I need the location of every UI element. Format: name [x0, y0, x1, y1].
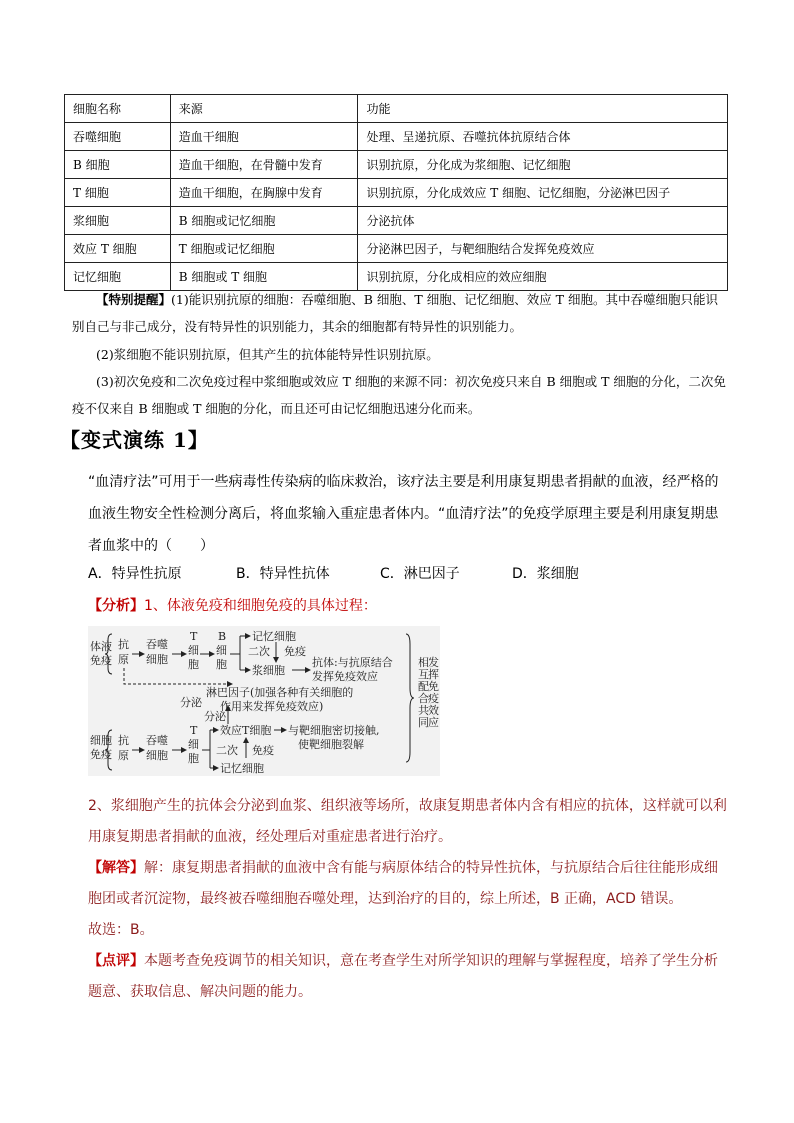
cooperate-char: 挥: [428, 668, 439, 681]
cooperate-char: 配: [418, 680, 429, 693]
b-cell-label-c: 胞: [216, 658, 227, 671]
memory-cell-top: 记忆细胞: [252, 630, 296, 643]
table-cell: 效应 T 细胞: [65, 235, 171, 263]
tip-label: 【特别提醒】: [96, 292, 172, 307]
secrete-label-2: 分泌: [204, 710, 226, 723]
table-row: [65, 151, 728, 179]
antigen-label-2b: 原: [118, 749, 129, 762]
table-cell: 造血干细胞，在胸腺中发育: [170, 179, 358, 207]
t-cell-label-2a: T: [190, 724, 198, 737]
table-cell: 记忆细胞: [65, 263, 171, 291]
table-header-row: [65, 95, 728, 123]
cooperate-char: 应: [428, 716, 439, 729]
table-cell: 分泌淋巴因子，与靶细胞结合发挥免疫效应: [358, 235, 728, 263]
option-b: B．特异性抗体: [236, 566, 330, 582]
table-row: [65, 235, 728, 263]
second-label-1: 二次: [248, 645, 270, 658]
secrete-label-1: 分泌: [180, 696, 202, 709]
antigen-label-2a: 抗: [118, 734, 129, 747]
cooperate-char: 互: [418, 668, 429, 681]
t-cell-label-1b: 细: [188, 644, 199, 657]
tip-paragraph-3: (3)初次免疫和二次免疫过程中浆细胞或效应 T 细胞的来源不同：初次免疫只来自 B 细胞或 T 细胞的分化，二次免疫不仅来自 B 细胞或 T 细胞的分化，而且还可由记忆细胞迅速分化而来。: [72, 374, 726, 416]
analysis-label: 【分析】: [88, 598, 144, 614]
lymphokine-line-1: 淋巴因子(加强各种有关细胞的: [206, 686, 354, 699]
effector-t-label: 效应T细胞: [220, 724, 272, 737]
tip-paragraph-1: [72, 286, 728, 340]
table-cell: B 细胞或 T 细胞: [170, 263, 358, 291]
second-label-2: 二次: [216, 744, 238, 757]
option-d: D．浆细胞: [512, 566, 579, 582]
table-cell: 吞噬细胞: [65, 123, 171, 151]
t-cell-label-1a: T: [190, 630, 198, 643]
cooperate-char: 疫: [428, 692, 439, 705]
table-cell: T 细胞或记忆细胞: [170, 235, 358, 263]
analysis-heading: [88, 591, 728, 622]
table-row: [65, 123, 728, 151]
cellular-label-2: 免疫: [90, 748, 112, 761]
table-cell: 分泌抗体: [358, 207, 728, 235]
immune-label-1: 免疫: [284, 645, 306, 658]
analysis-paragraph-2: 2、浆细胞产生的抗体会分泌到血浆、组织液等场所，故康复期患者体内含有相应的抗体，这样就可以利用康复期患者捐献的血液，经处理后对重症患者进行治疗。: [88, 798, 727, 845]
table-row: [65, 179, 728, 207]
diagram-svg: [88, 626, 440, 776]
t-cell-label-2b: 细: [188, 738, 199, 751]
b-cell-label-a: B: [218, 630, 227, 643]
cooperate-char: 合: [418, 692, 429, 705]
t-cell-label-2c: 胞: [188, 752, 199, 765]
table-cell: 浆细胞: [65, 207, 171, 235]
table-header-cell: 细胞名称: [65, 95, 171, 123]
antigen-label-1b: 原: [118, 653, 129, 666]
antibody-line-2: 发挥免疫效应: [312, 670, 378, 683]
cooperate-char: 效: [428, 704, 439, 717]
table-cell: 识别抗原，分化成为浆细胞、记忆细胞: [358, 151, 728, 179]
b-cell-label-b: 细: [216, 644, 227, 657]
answer-paragraph: [88, 853, 728, 915]
t-cell-label-1c: 胞: [188, 658, 199, 671]
table-row: [65, 207, 728, 235]
comment-paragraph: [88, 946, 728, 1008]
antibody-line-1: 抗体:与抗原结合: [312, 656, 393, 669]
tip-text-1: (1)能识别抗原的细胞：吞噬细胞、B 细胞、T 细胞、记忆细胞、效应 T 细胞。其中吞噬细胞只能识别自己与非己成分，没有特异性的识别能力，其余的细胞都有特异性的识别能力。: [72, 292, 718, 334]
phagocyte-label-1a: 吞噬: [146, 638, 168, 651]
answer-choice: 故选：B。: [88, 922, 154, 938]
table-cell: T 细胞: [65, 179, 171, 207]
table-header-cell: 功能: [358, 95, 728, 123]
option-c: C．淋巴因子: [380, 566, 460, 582]
cooperate-char: 相: [418, 656, 429, 669]
question-stem: “血清疗法”可用于一些病毒性传染病的临床救治，该疗法主要是利用康复期患者捐献的血液，经严格的血液生物安全性检测分离后，将血浆输入重症患者体内。“血清疗法”的免疫学原理主要是利用康复期患者血浆中的（ ）: [88, 474, 719, 554]
question-options: [88, 563, 728, 583]
table-cell: 造血干细胞，在骨髓中发育: [170, 151, 358, 179]
table-cell: 识别抗原，分化成相应的效应细胞: [358, 263, 728, 291]
phagocyte-label-1b: 细胞: [146, 653, 168, 666]
cooperate-char: 同: [418, 716, 429, 729]
option-a: A．特异性抗原: [88, 566, 182, 582]
humoral-label-2: 免疫: [90, 654, 112, 667]
table-cell: B 细胞: [65, 151, 171, 179]
comment-label: 【点评】: [88, 953, 144, 969]
antigen-label-1a: 抗: [118, 638, 129, 651]
phagocyte-label-2b: 细胞: [146, 749, 168, 762]
table-cell: 识别抗原，分化成效应 T 细胞、记忆细胞，分泌淋巴因子: [358, 179, 728, 207]
table-cell: 造血干细胞: [170, 123, 358, 151]
table-cell: 处理、呈递抗原、吞噬抗体抗原结合体: [358, 123, 728, 151]
memory-cell-bottom: 记忆细胞: [220, 762, 264, 775]
phagocyte-label-2a: 吞噬: [146, 734, 168, 747]
cell-table: [64, 94, 728, 291]
analysis-line-1: 1、体液免疫和细胞免疫的具体过程：: [144, 598, 377, 614]
lymphokine-line-2: 作用来发挥免疫效应): [220, 700, 324, 713]
answer-text: 解：康复期患者捐献的血液中含有能与病原体结合的特异性抗体，与抗原结合后往往能形成细胞团或者沉淀物，最终被吞噬细胞吞噬处理，达到治疗的目的，综上所述，B 正确，ACD 错误。: [88, 860, 718, 907]
answer-label: 【解答】: [88, 860, 144, 876]
cooperate-char: 发: [428, 656, 439, 669]
target-line-2: 使靶细胞裂解: [298, 738, 364, 751]
comment-text: 本题考查免疫调节的相关知识，意在考查学生对所学知识的理解与掌握程度，培养了学生分析题意、获取信息、解决问题的能力。: [88, 953, 718, 1000]
table-header-cell: 来源: [170, 95, 358, 123]
immune-label-2: 免疫: [252, 744, 274, 757]
cellular-label-1: 细胞: [90, 734, 112, 747]
immune-process-diagram: [88, 626, 440, 776]
tip-paragraph-2: (2)浆细胞不能识别抗原，但其产生的抗体能特异性识别抗原。: [96, 347, 439, 362]
section-title: 【变式演练 1】: [60, 428, 209, 452]
target-line-1: 与靶细胞密切接触,: [288, 724, 380, 737]
plasma-cell-label: 浆细胞: [252, 664, 285, 677]
cooperate-char: 共: [418, 704, 429, 717]
humoral-label-1: 体液: [90, 640, 112, 653]
table-cell: B 细胞或记忆细胞: [170, 207, 358, 235]
cooperate-char: 免: [428, 680, 439, 693]
